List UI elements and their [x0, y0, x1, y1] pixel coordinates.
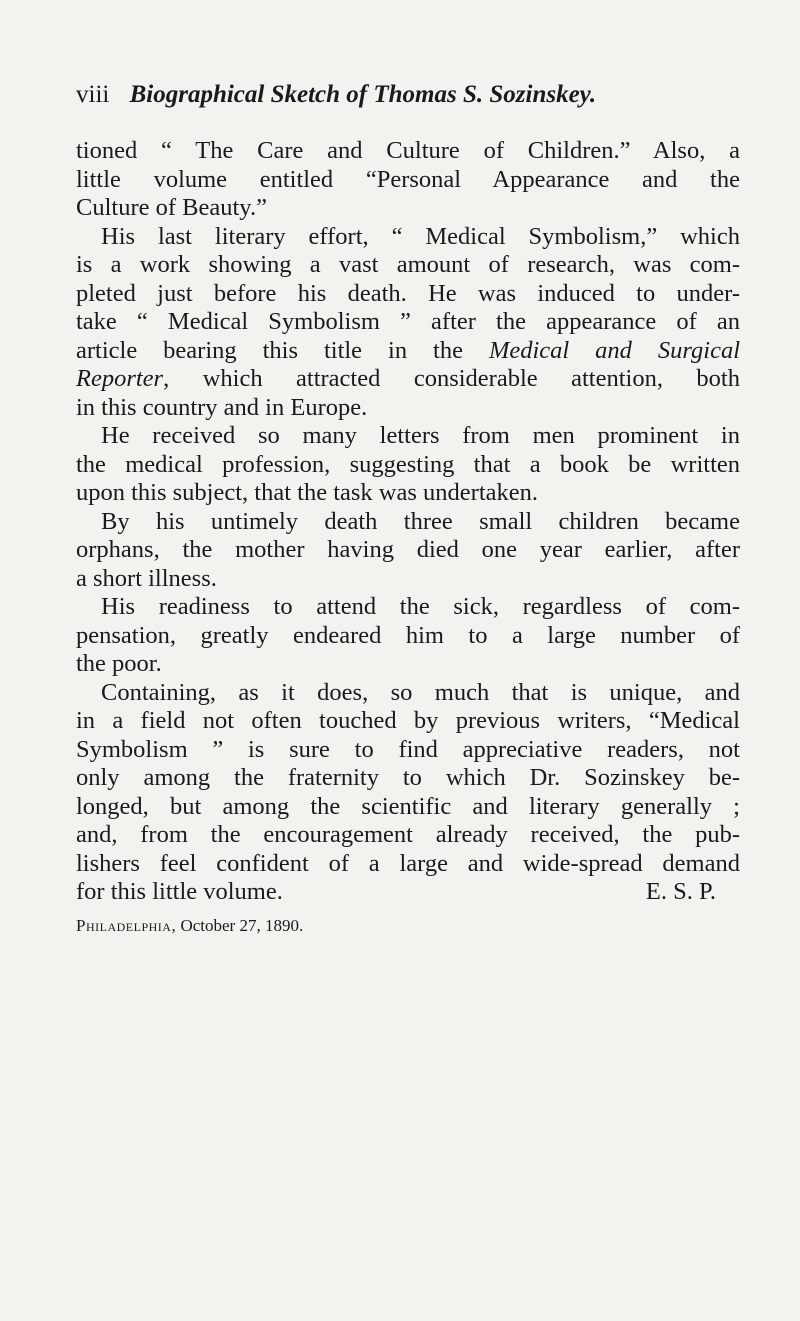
- text-line: His last literary effort, “ Medical Symbolism,” which: [101, 222, 740, 250]
- text-line: the poor.: [76, 650, 162, 677]
- text-line: take “ Medical Symbolism ” after the appearance of an: [76, 308, 740, 335]
- closing-line: [76, 878, 740, 907]
- text-line: the medical profession, suggesting that a book be written: [76, 450, 740, 478]
- text-line: upon this subject, that the task was undertaken.: [76, 479, 538, 506]
- text-line: in this country and in Europe.: [76, 393, 368, 421]
- text-line: Symbolism ” is sure to find appreciative readers, not: [76, 735, 740, 763]
- body-text: [76, 137, 740, 937]
- text-line: in a field not often touched by previous writers, “Medical: [76, 707, 740, 734]
- text-line: and, from the encouragement already received, the pub-: [76, 821, 740, 848]
- text-line-with-journal: [76, 337, 740, 366]
- text-line: little volume entitled “Personal Appearance and the: [76, 165, 740, 193]
- journal-title-part: Reporter: [76, 365, 164, 392]
- text-line: tioned “ The Care and Culture of Children.” Also, a: [76, 137, 740, 164]
- text-line: His readiness to attend the sick, regardless of com-: [101, 593, 740, 620]
- page-number: viii: [76, 81, 110, 108]
- journal-title-part: Medical and Surgical: [488, 336, 740, 364]
- text-line-with-journal: [76, 365, 740, 394]
- dateline: [76, 915, 740, 937]
- running-head: [76, 80, 596, 110]
- text-fragment: article bearing this title in the: [76, 336, 463, 364]
- text-line: is a work showing a vast amount of research, was com-: [76, 251, 740, 278]
- running-title: Biographical Sketch of Thomas S. Sozinskey.: [129, 81, 597, 108]
- text-line: pensation, greatly endeared him to a large number of: [76, 621, 740, 649]
- signature-initials: E. S. P.: [645, 878, 716, 905]
- text-line: By his untimely death three small children became: [101, 507, 740, 535]
- text-fragment: , which attracted considerable attention, both: [163, 365, 740, 392]
- text-line: lishers feel confident of a large and wide-spread demand: [76, 849, 740, 877]
- text-fragment: for this little volume.: [76, 878, 283, 905]
- text-line: only among the fraternity to which Dr. Sozinskey be-: [76, 764, 740, 791]
- text-line: longed, but among the scientific and literary generally ;: [76, 792, 740, 820]
- text-line: orphans, the mother having died one year earlier, after: [76, 536, 740, 563]
- dateline-place: Philadelphia,: [76, 915, 177, 935]
- text-line: Containing, as it does, so much that is unique, and: [101, 678, 740, 706]
- text-line: pleted just before his death. He was induced to under-: [76, 279, 740, 307]
- text-line: He received so many letters from men prominent in: [101, 422, 740, 449]
- dateline-date: October 27, 1890.: [180, 915, 304, 935]
- text-line: Culture of Beauty.”: [76, 194, 267, 221]
- text-line: a short illness.: [76, 564, 217, 592]
